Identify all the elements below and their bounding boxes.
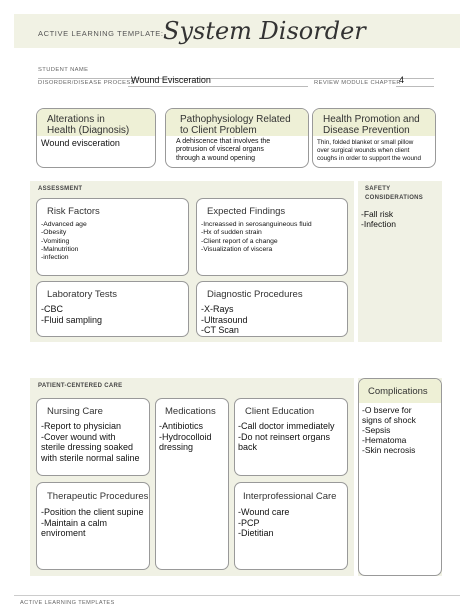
safety-label-line2: CONSIDERATIONS [365,195,424,201]
list-item[interactable]: -Visualization of viscera [201,245,273,253]
list-item[interactable]: -Vomiting [41,237,70,245]
risk-factors-list [41,221,87,262]
health-promotion-box [312,108,436,168]
list-item[interactable]: -Client report of a change [201,237,278,245]
safety-list [361,209,396,229]
list-item[interactable]: with sterile normal saline [41,452,140,463]
therapeutic-procedures-box [36,482,150,570]
disease-underline [128,86,308,87]
list-item[interactable]: -Infection [361,219,396,229]
list-item[interactable]: -PCP [238,517,260,528]
complications-section [358,378,442,576]
pathophysiology-box [165,108,309,168]
list-item[interactable]: -Ultrasound [201,314,248,325]
health-promotion-title: Health Promotion and Disease Prevention [323,114,420,136]
risk-factors-box [36,198,189,276]
assessment-label: ASSESSMENT [38,186,83,192]
footer-divider [14,595,460,596]
medications-title: Medications [165,406,216,417]
list-item[interactable]: -CT Scan [201,325,239,336]
safety-section [358,181,442,342]
list-item[interactable]: enviroment [41,528,86,539]
pathophysiology-title: Pathophysiology Related to Client Problem [180,114,291,136]
review-module-label: REVIEW MODULE CHAPTER [314,80,401,86]
list-item[interactable]: -X-Rays [201,304,234,314]
list-item[interactable]: -Malnutrition [41,245,79,253]
student-name-label: STUDENT NAME [38,67,89,73]
list-item[interactable]: -Skin necrosis [362,445,416,455]
expected-findings-title: Expected Findings [207,206,286,217]
laboratory-tests-title: Laboratory Tests [47,289,118,300]
list-item[interactable]: -infection [41,254,69,262]
pathophysiology-body[interactable]: A dehiscence that involves the protrusion of visceral organs through a wound opening [176,138,271,162]
list-item[interactable]: -Obesity [41,229,67,237]
patient-care-label: PATIENT-CENTERED CARE [38,383,123,389]
student-name-underline [38,78,434,79]
list-item[interactable]: -Hydrocolloid [159,431,212,442]
alterations-title: Alterations in Health (Diagnosis) [47,114,130,136]
therapeutic-procedures-list [41,507,144,539]
diagnostic-procedures-title: Diagnostic Procedures [207,289,303,300]
client-education-title: Client Education [245,406,315,417]
expected-findings-list [201,221,312,254]
safety-label-line1: SAFETY [365,186,391,192]
diagnostic-procedures-list [201,304,248,336]
laboratory-tests-box [36,281,189,337]
assessment-section [30,181,354,342]
alterations-box [36,108,156,168]
list-item[interactable]: signs of shock [362,415,416,425]
list-item[interactable]: -Sepsis [362,425,391,435]
list-item[interactable]: -O bserve for [362,405,412,415]
list-item[interactable]: -Call doctor immediately [238,421,335,431]
complications-title: Complications [368,386,428,397]
list-item[interactable]: -Maintain a calm [41,517,108,528]
client-education-box [234,398,348,476]
risk-factors-title: Risk Factors [47,206,100,217]
list-item[interactable]: -Dietitian [238,528,274,539]
page-title: System Disorder [163,17,366,45]
medications-list [159,421,212,453]
list-item[interactable]: -Increassed in serosanguineous fluid [201,221,312,228]
nursing-care-title: Nursing Care [47,406,103,417]
interprofessional-care-title: Interprofessional Care [243,491,337,502]
list-item[interactable]: -Advanced age [41,221,87,228]
expected-findings-box [196,198,348,276]
nursing-care-box [36,398,150,476]
medications-box [155,398,229,570]
template-label: ACTIVE LEARNING TEMPLATE: [38,29,164,38]
diagnostic-procedures-box [196,281,348,337]
complications-box [358,378,442,576]
health-promotion-body[interactable]: Thin, folded blanket or small pillow over surgical wounds when client coughs in order to support the wound [317,139,421,162]
interprofessional-care-box [234,482,348,570]
list-item[interactable]: -CBC [41,304,63,314]
therapeutic-procedures-title: Therapeutic Procedures [47,491,149,502]
nursing-care-list [41,421,140,463]
disease-label: DISORDER/DISEASE PROCESS [38,80,135,86]
list-item[interactable]: -Antibiotics [159,421,204,431]
list-item[interactable]: -Cover wound with [41,431,116,442]
list-item[interactable]: dressing [159,442,194,453]
client-education-list [238,421,335,453]
list-item[interactable]: -Fall risk [361,209,394,219]
interprofessional-care-list [238,507,289,539]
list-item[interactable]: sterile dressing soaked [41,442,134,453]
laboratory-tests-list [41,304,102,325]
disease-value[interactable]: Wound Evisceration [131,75,211,85]
list-item[interactable]: -Do not reinsert organs [238,431,331,442]
alterations-body[interactable]: Wound evisceration [41,138,120,148]
complications-list [362,405,416,455]
list-item[interactable]: -Fluid sampling [41,314,103,325]
list-item[interactable]: back [238,442,258,453]
list-item[interactable]: -Report to physician [41,421,122,431]
review-module-value[interactable]: 4 [399,75,405,85]
list-item[interactable]: -Position the client supine [41,507,144,517]
patient-care-section [30,378,354,576]
review-underline [396,86,434,87]
list-item[interactable]: -Hematoma [362,435,407,445]
list-item[interactable]: -Hx of sudden strain [201,229,262,237]
footer-text: ACTIVE LEARNING TEMPLATES [20,600,115,606]
list-item[interactable]: -Wound care [238,507,290,517]
